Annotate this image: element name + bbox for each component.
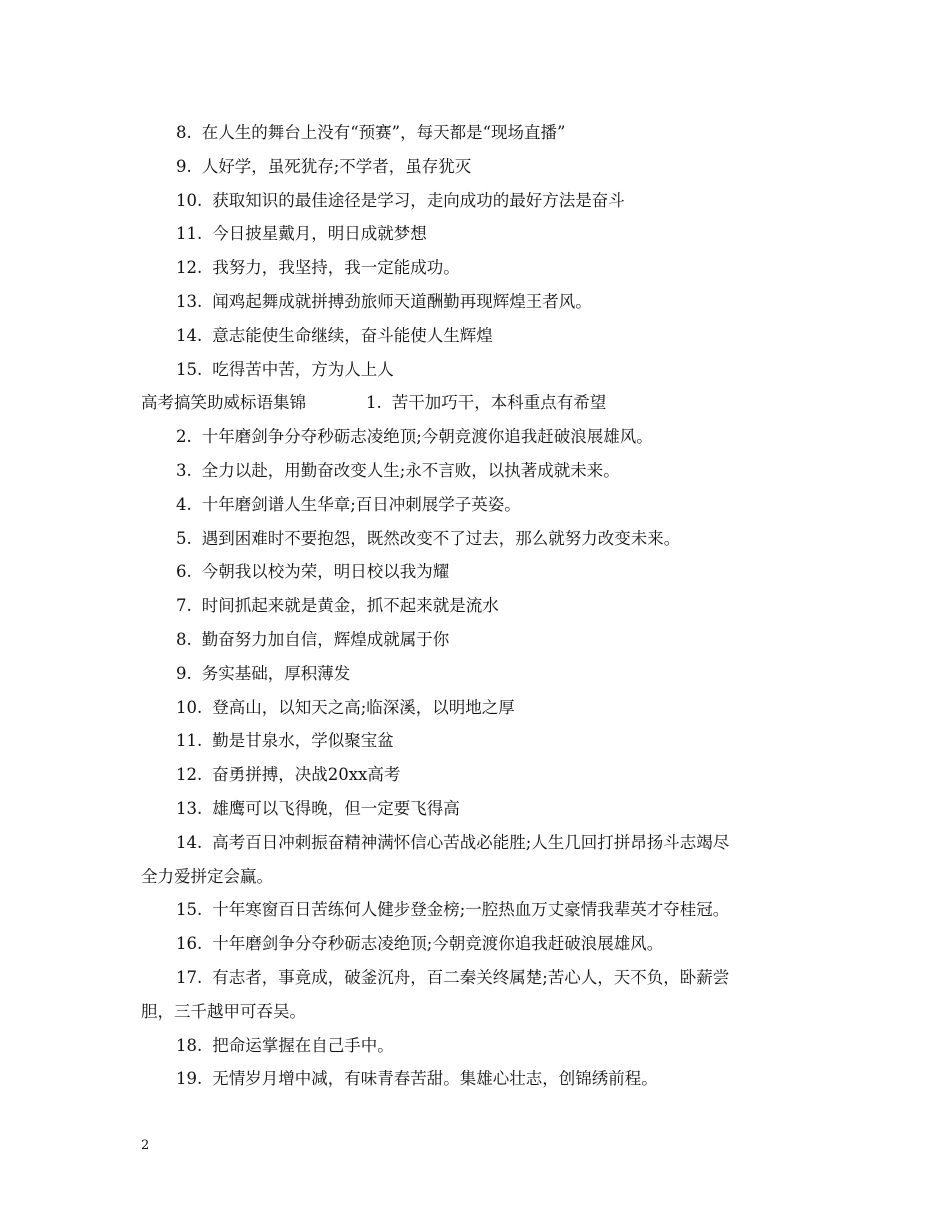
item-text: 登高山，以知天之高;临深溪，以明地之厚 [212,697,515,717]
item-number: 12. [176,765,203,785]
list-item [141,792,821,826]
item-text: 勤是甘泉水，学似聚宝盆 [212,731,394,751]
item-text: 今日披星戴月，明日成就梦想 [212,224,427,244]
list-item [141,1029,821,1063]
item-text: 无情岁月增中减，有味青春苦甜。集雄心壮志，创锦绣前程。 [212,1069,658,1089]
item-number: 19. [176,1069,203,1089]
list-item [141,724,821,758]
list-item [141,353,821,387]
list-item [141,826,821,860]
list-item [141,217,821,251]
item-text: 有志者，事竟成，破釜沉舟，百二秦关终属楚;苦心人，天不负，卧薪尝 [212,967,730,987]
item-text: 在人生的舞台上没有“预赛”，每天都是“现场直播” [201,123,566,142]
item-number: 9. [176,663,192,683]
list-item [141,319,821,353]
list-item [141,623,821,657]
document-body [141,116,821,1096]
item-text: 时间抓起来就是黄金，抓不起来就是流水 [201,596,499,616]
item-number: 17. [176,967,203,987]
item-number: 16. [176,934,203,954]
section-heading-row [141,386,821,420]
item-text: 苦干加巧干，本科重点有希望 [391,393,607,413]
item-text: 勤奋努力加自信，辉煌成就属于你 [201,629,450,649]
item-number: 9. [176,156,192,176]
item-number: 14. [176,832,203,852]
item-number: 18. [176,1035,203,1055]
item-text: 意志能使生命继续，奋斗能使人生辉煌 [212,325,493,345]
item-text: 闻鸡起舞成就拼搏劲旅师天道酬勤再现辉煌王者风。 [212,291,592,311]
list-item [141,285,821,319]
item-number: 6. [176,562,192,582]
item-number: 8. [176,629,192,649]
page-number: 2 [141,1138,150,1153]
list-item [141,589,821,623]
item-text: 雄鹰可以飞得晚，但一定要飞得高 [212,798,460,818]
list-item [141,116,821,150]
item-number: 15. [176,359,203,379]
item-number: 5. [176,528,192,548]
item-text: 十年磨剑谱人生华章;百日冲刺展学子英姿。 [201,494,521,514]
item-text: 吃得苦中苦，方为人上人 [212,359,394,379]
item-number: 10. [176,697,203,717]
item-text: 奋勇拼搏，决战20xx高考 [212,765,401,785]
item-number: 10. [176,190,203,210]
item-text: 获取知识的最佳途径是学习，走向成功的最好方法是奋斗 [212,190,625,210]
item-text: 人好学，虽死犹存;不学者，虽存犹灭 [201,156,472,176]
list-item [141,893,821,927]
list-item [141,251,821,285]
list-item [141,1062,821,1096]
item-number: 4. [176,494,192,514]
item-number: 11. [176,224,203,244]
item-text: 高考百日冲刺振奋精神满怀信心苦战必能胜;人生几回打拼昂扬斗志竭尽 [212,832,730,852]
list-item [141,454,821,488]
item-text: 遇到困难时不要抱怨，既然改变不了过去，那么就努力改变未来。 [201,528,681,548]
list-item-continuation: 全力爱拼定会赢。 [141,866,273,886]
list-item-continuation: 胆，三千越甲可吞吴。 [141,1001,306,1021]
list-item [141,522,821,556]
item-number: 1. [366,393,382,413]
list-item [141,488,821,522]
item-text: 今朝我以校为荣，明日校以我为耀 [201,562,450,582]
item-number: 13. [176,291,203,311]
item-text: 十年磨剑争分夺秒砺志凌绝顶;今朝竞渡你追我赶破浪展雄风。 [201,427,653,447]
item-number: 13. [176,798,203,818]
item-text: 十年寒窗百日苦练何人健步登金榜;一腔热血万丈豪情我辈英才夺桂冠。 [212,900,730,920]
list-item [141,691,821,725]
item-text: 全力以赴，用勤奋改变人生;永不言败，以执著成就未来。 [201,460,620,480]
item-number: 15. [176,900,203,920]
list-item [141,927,821,961]
list-item [141,555,821,589]
list-item [141,420,821,454]
section-heading: 高考搞笑助威标语集锦 [141,393,306,413]
item-number: 8. [176,123,192,142]
list-item [141,184,821,218]
list-item [141,150,821,184]
item-text: 把命运掌握在自己手中。 [212,1035,394,1055]
item-number: 3. [176,460,192,480]
item-number: 14. [176,325,203,345]
item-number: 12. [176,258,203,278]
list-item [141,961,821,995]
list-item [141,657,821,691]
list-item [141,758,821,792]
item-text: 十年磨剑争分夺秒砺志凌绝顶;今朝竞渡你追我赶破浪展雄风。 [212,934,664,954]
item-number: 2. [176,427,192,447]
item-text: 我努力，我坚持，我一定能成功。 [212,258,460,278]
item-number: 11. [176,731,203,751]
item-number: 7. [176,596,192,616]
item-text: 务实基础，厚积薄发 [201,663,351,683]
